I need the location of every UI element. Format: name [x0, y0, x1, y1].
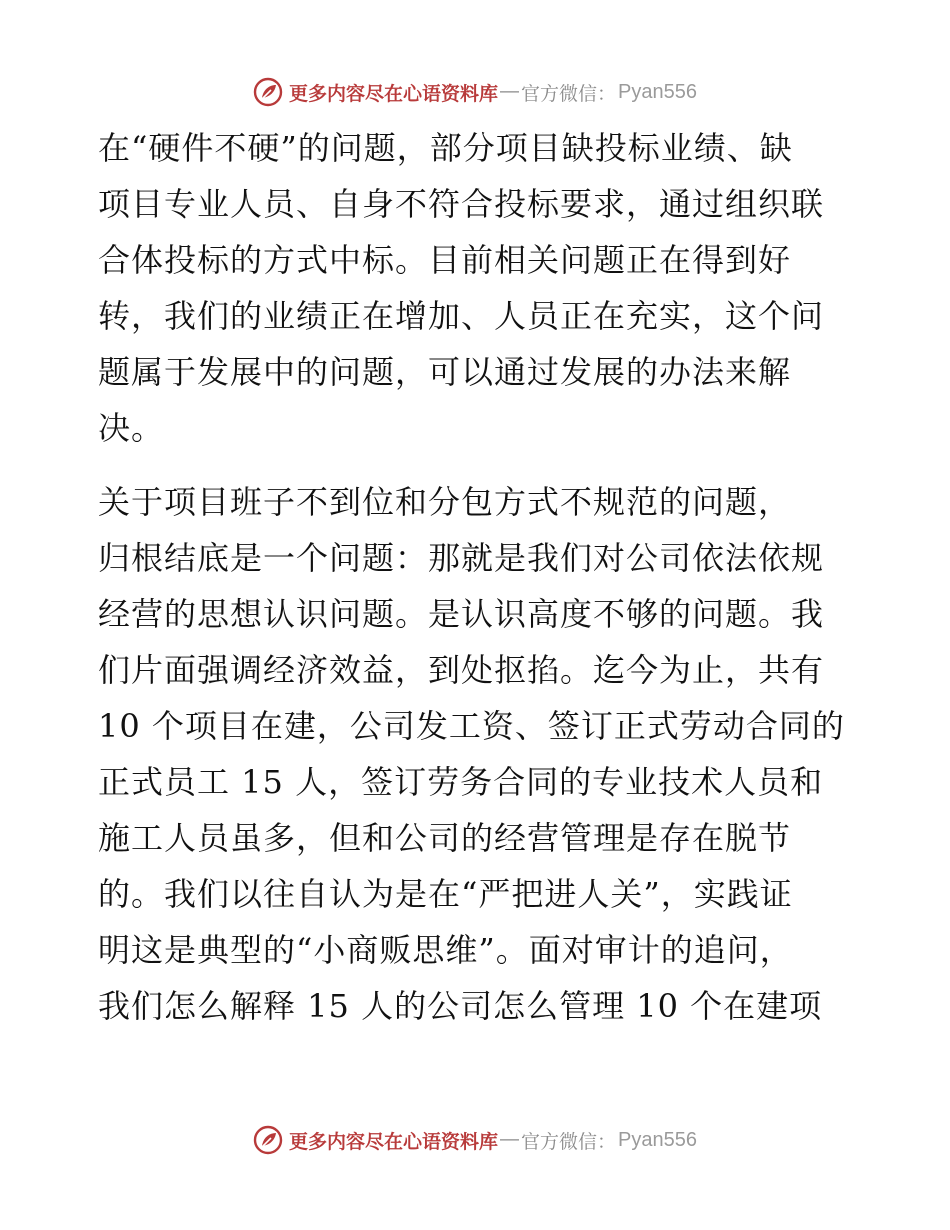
watermark-label: 官方微信：: [521, 82, 617, 105]
text-line: 10 个项目在建，公司发工资、签订正式劳动合同的: [98, 707, 845, 745]
text-line: 归根结底是一个问题：那就是我们对公司依法依规: [98, 539, 825, 577]
text-line: 施工人员虽多，但和公司的经营管理是存在脱节: [98, 819, 792, 857]
watermark-separator: —: [500, 1129, 520, 1150]
leaf-seal-icon: [253, 77, 283, 107]
watermark-label: 官方微信：: [521, 1130, 617, 1153]
text-line: 题属于发展中的问题，可以通过发展的办法来解: [98, 353, 792, 391]
text-line: 项目专业人员、自身不符合投标要求，通过组织联: [98, 185, 825, 223]
text-line: 关于项目班子不到位和分包方式不规范的问题，: [98, 483, 792, 521]
text-line: 决。: [98, 409, 165, 447]
text-line: 们片面强调经济效益，到处抠掐。迄今为止，共有: [98, 651, 825, 689]
watermark-separator: —: [500, 81, 520, 102]
paragraph-gap: [98, 456, 858, 474]
header-watermark: [0, 72, 950, 112]
leaf-seal-icon: [253, 1125, 283, 1155]
paragraph-1: [98, 120, 858, 456]
footer-watermark: [0, 1120, 950, 1160]
text-line: 我们怎么解释 15 人的公司怎么管理 10 个在建项: [98, 987, 823, 1025]
text-line: 合体投标的方式中标。目前相关问题正在得到好: [98, 241, 792, 279]
text-line: 在“硬件不硬”的问题，部分项目缺投标业绩、缺: [98, 129, 793, 167]
text-line: 正式员工 15 人，签订劳务合同的专业技术人员和: [98, 763, 824, 801]
document-body: [98, 120, 858, 1034]
text-line: 明这是典型的“小商贩思维”。面对审计的追问，: [98, 931, 793, 969]
watermark-wechat-id: Pyan556: [618, 80, 697, 103]
text-line: 的。我们以往自认为是在“严把进人关”，实践证: [98, 875, 793, 913]
paragraph-2: [98, 474, 858, 1034]
watermark-brand: 更多内容尽在心语资料库: [289, 1130, 499, 1153]
watermark-wechat-id: Pyan556: [618, 1128, 697, 1151]
text-line: 转，我们的业绩正在增加、人员正在充实，这个问: [98, 297, 825, 335]
text-line: 经营的思想认识问题。是认识高度不够的问题。我: [98, 595, 825, 633]
watermark-brand: 更多内容尽在心语资料库: [289, 82, 499, 105]
